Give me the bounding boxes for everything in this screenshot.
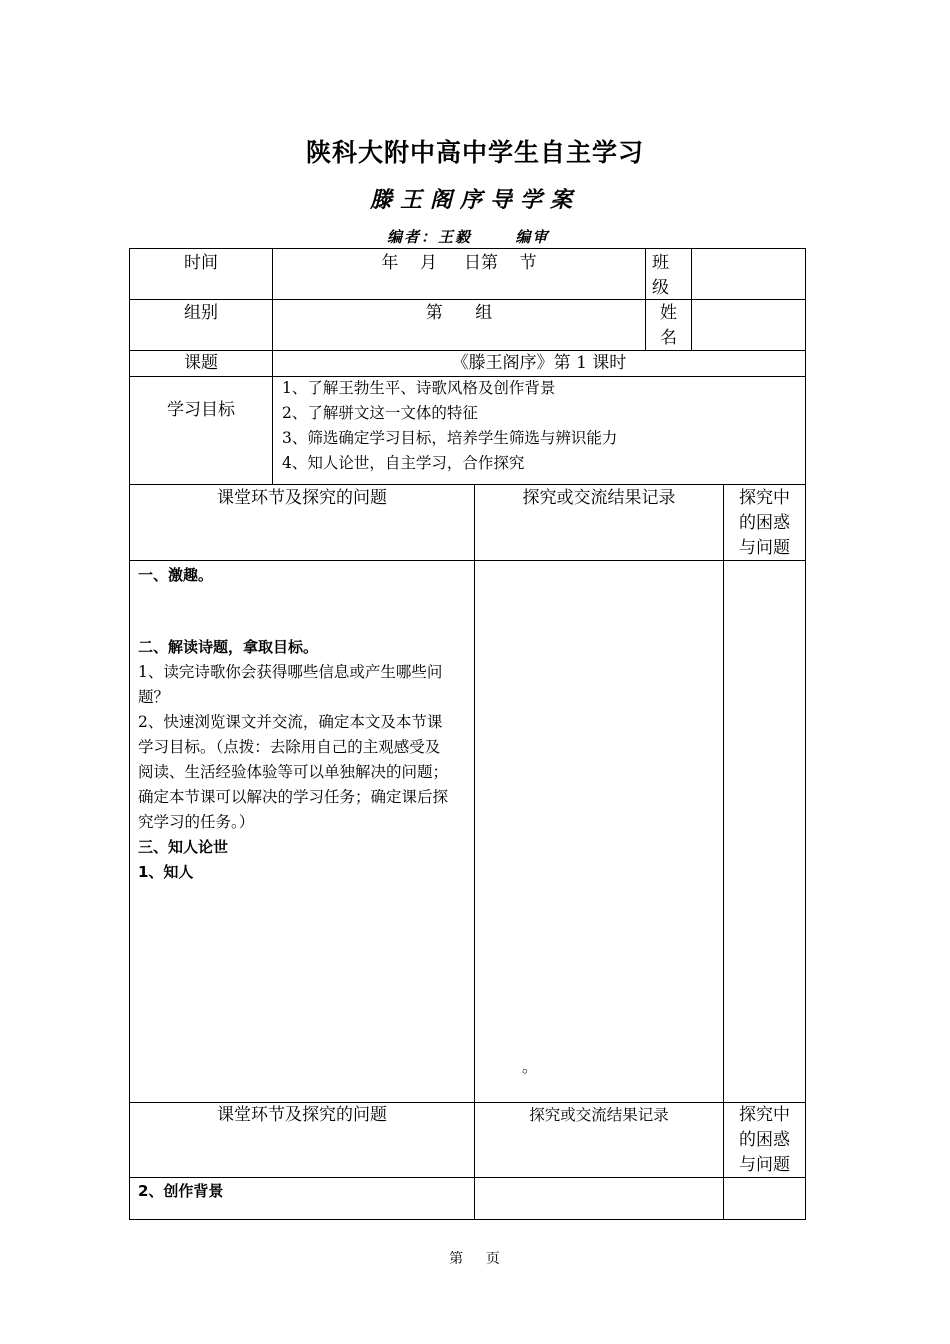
- section1-col3-header: [724, 486, 805, 561]
- section1-col1-header: 课堂环节及探究的问题: [217, 488, 387, 508]
- name-field[interactable]: [692, 300, 805, 350]
- goals-list: [282, 376, 802, 476]
- goals-label: 学习目标: [167, 400, 235, 420]
- group-label: 组别: [184, 303, 218, 323]
- section2-col1-header: 课堂环节及探究的问题: [217, 1105, 387, 1125]
- name-label-line: 姓: [660, 303, 677, 323]
- body-line: 1、读完诗歌你会获得哪些信息或产生哪些问: [138, 663, 443, 681]
- section2-record-area[interactable]: [475, 1178, 723, 1219]
- header-line: 与问题: [739, 538, 790, 558]
- goal-item: 2、了解骈文这一文体的特征: [282, 404, 478, 422]
- section1-record-area[interactable]: [475, 561, 723, 1102]
- body-line: 阅读、生活经验体验等可以单独解决的问题；: [138, 763, 449, 781]
- heading-zhirenlunshi: 三、知人论世: [138, 838, 229, 856]
- heading-chuangzuobeijing: 2、创作背景: [138, 1182, 224, 1200]
- heading-jiedu: 二、解读诗题，拿取目标。: [138, 638, 319, 656]
- time-value[interactable]: 年 月 日第 节: [381, 253, 537, 273]
- grid-line: [129, 1219, 806, 1220]
- page-footer: 第 页: [449, 1251, 501, 1267]
- class-field[interactable]: [692, 249, 805, 299]
- topic-value: 《滕王阁序》第 1 课时: [451, 353, 627, 373]
- page-title: 陕科大附中高中学生自主学习: [305, 138, 644, 167]
- class-label-line: 班: [652, 253, 669, 273]
- header-line: 探究中: [739, 1105, 790, 1125]
- section1-col2-header: 探究或交流结果记录: [522, 488, 676, 508]
- body-line: 题？: [138, 688, 170, 706]
- goal-item: 3、筛选确定学习目标，培养学生筛选与辨识能力: [282, 429, 618, 447]
- author-line: 编者：王毅 编审: [387, 228, 550, 246]
- name-label-line: 名: [660, 328, 677, 348]
- section1-questions-area[interactable]: [724, 561, 805, 1102]
- body-line: 学习目标。（点拨：去除用自己的主观感受及: [138, 738, 441, 756]
- body-line: 确定本节课可以解决的学习任务；确定课后探: [138, 788, 449, 806]
- page-subtitle: 滕王阁序导学案: [369, 188, 580, 213]
- header-line: 探究中: [739, 488, 790, 508]
- section1-body: [138, 660, 474, 835]
- goal-item: 1、了解王勃生平、诗歌风格及创作背景: [282, 379, 556, 397]
- class-label-line: 级: [652, 278, 669, 298]
- section2-col2-header: 探究或交流结果记录: [529, 1106, 669, 1124]
- header-line: 的困惑: [739, 513, 790, 533]
- body-line: 究学习的任务。）: [138, 813, 255, 831]
- topic-label: 课题: [184, 353, 218, 373]
- heading-zhiren: 1、知人: [138, 863, 194, 881]
- heading-jiqu: 一、激趣。: [138, 566, 214, 584]
- grid-line: [129, 484, 806, 485]
- stray-dot: 。: [522, 1058, 538, 1076]
- section2-col3-header: [724, 1103, 805, 1178]
- header-line: 的困惑: [739, 1130, 790, 1150]
- name-label: [646, 301, 691, 351]
- body-line: 2、快速浏览课文并交流，确定本文及本节课: [138, 713, 443, 731]
- grid-line: [805, 248, 806, 1220]
- time-label: 时间: [184, 253, 218, 273]
- header-line: 与问题: [739, 1155, 790, 1175]
- group-value[interactable]: 第 组: [425, 303, 493, 323]
- class-label: [652, 251, 669, 301]
- grid-line: [129, 248, 130, 1220]
- goal-item: 4、知人论世，自主学习，合作探究: [282, 454, 525, 472]
